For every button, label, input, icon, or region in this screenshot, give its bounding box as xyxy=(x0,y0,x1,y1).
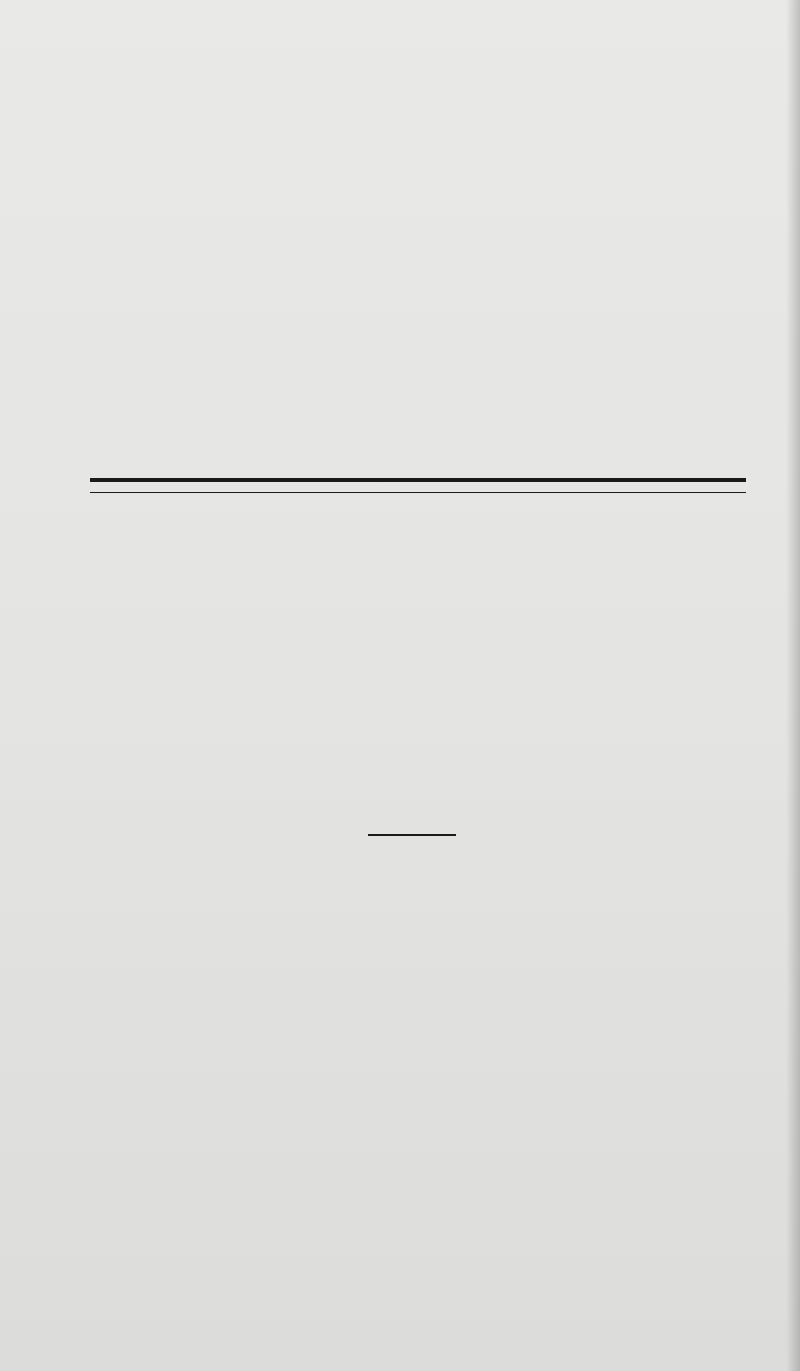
short-divider-rule xyxy=(368,834,456,836)
page-header xyxy=(0,86,800,126)
page-spine-shadow xyxy=(786,0,800,1371)
section-divider-rule xyxy=(90,478,746,493)
